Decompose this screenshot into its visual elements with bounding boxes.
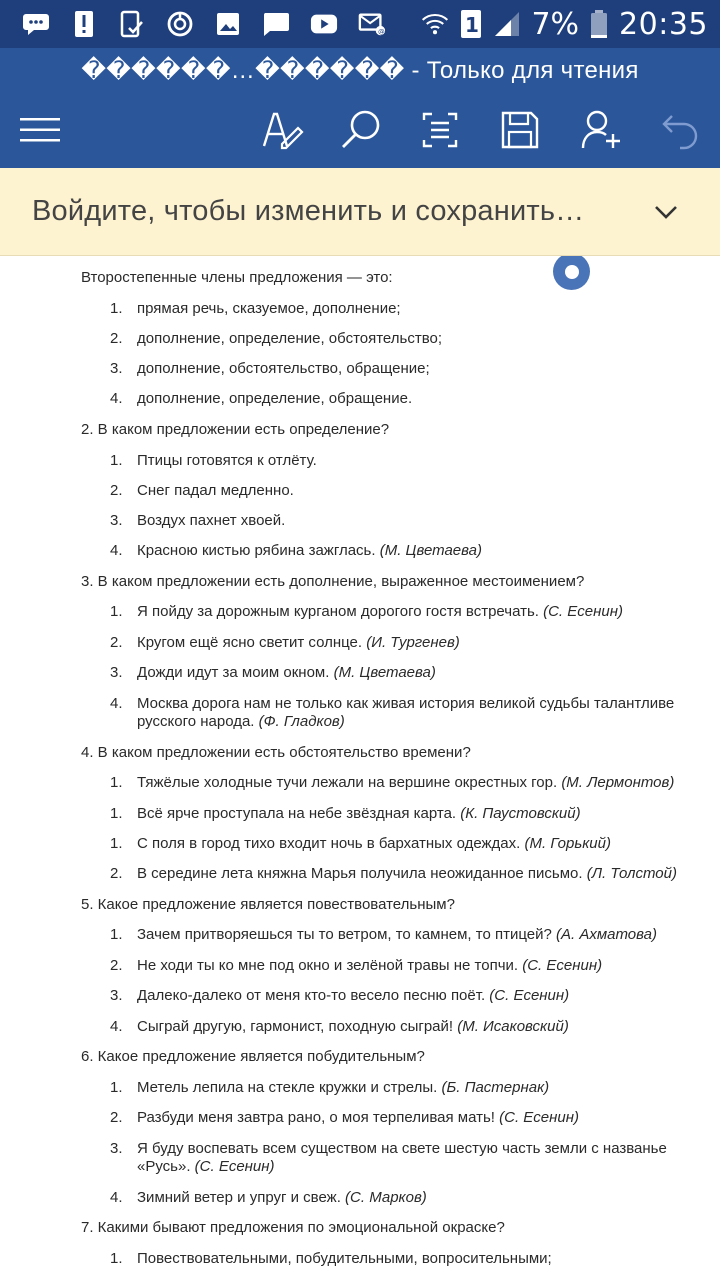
list-item: Москва дорога нам не только как живая история великой судьбы талантливе	[137, 695, 675, 712]
status-bar	[0, 0, 720, 48]
add-person-icon	[579, 108, 623, 152]
list-number: 1.	[110, 774, 123, 791]
youtube-icon	[310, 10, 338, 38]
sign-in-banner[interactable]	[0, 168, 720, 256]
question-heading: 4. В каком предложении есть обстоятельство времени?	[81, 744, 471, 761]
list-number: 2.	[110, 865, 123, 882]
list-number: 4.	[110, 1018, 123, 1035]
mail-icon	[358, 10, 386, 38]
list-item: Птицы готовятся к отлёту.	[137, 452, 317, 469]
undo-button[interactable]	[654, 106, 706, 154]
list-number: 2.	[110, 1109, 123, 1126]
list-number: 1.	[110, 926, 123, 943]
list-number: 4.	[110, 1189, 123, 1206]
list-item: Тяжёлые холодные тучи лежали на вершине окрестных гор. (М. Лермонтов)	[137, 774, 675, 791]
list-item: дополнение, определение, обращение.	[137, 390, 413, 407]
list-item: Кругом ещё ясно светит солнце. (И. Тургенев)	[137, 634, 460, 651]
list-item-continuation: русского народа. (Ф. Гладков)	[137, 713, 345, 730]
list-number: 1.	[110, 300, 123, 317]
search-button[interactable]	[335, 106, 387, 154]
list-number: 1.	[110, 603, 123, 620]
menu-button[interactable]	[14, 106, 66, 154]
chat-bubble-icon	[22, 10, 50, 38]
svg-text:@: @	[378, 27, 385, 36]
list-item: Метель лепила на стекле кружки и стрелы. (Б. Пастернак)	[137, 1079, 550, 1096]
list-number: 4.	[110, 542, 123, 559]
question-heading: 6. Какое предложение является побудительным?	[81, 1048, 425, 1065]
list-item: Снег падал медленно.	[137, 482, 294, 499]
list-number: 2.	[110, 330, 123, 347]
intro-line: Второстепенные члены предложения — это:	[81, 269, 393, 286]
search-icon	[338, 107, 384, 153]
list-item: В середине лета княжна Марья получила неожиданное письмо. (Л. Толстой)	[137, 865, 677, 882]
question-heading: 5. Какое предложение является повествовательным?	[81, 896, 455, 913]
battery-icon	[589, 10, 609, 38]
list-item: Сыграй другую, гармонист, походную сыграй! (М. Исаковский)	[137, 1018, 569, 1035]
list-item: Красною кистью рябина зажглась. (М. Цветаева)	[137, 542, 482, 559]
battery-percent: 7%	[531, 6, 580, 42]
list-item: Я пойду за дорожным курганом дорогого гостя встречать. (С. Есенин)	[137, 603, 623, 620]
reading-view-button[interactable]	[414, 106, 466, 154]
chevron-down-icon[interactable]	[652, 198, 680, 226]
question-heading: 2. В каком предложении есть определение?	[81, 421, 390, 438]
list-item: Зачем притворяешься ты то ветром, то камнем, то птицей? (А. Ахматова)	[137, 926, 657, 943]
document-title: ������…������ - Только для чтения	[81, 57, 639, 84]
share-button[interactable]	[575, 106, 627, 154]
document-body[interactable]	[0, 256, 720, 1280]
undo-icon	[660, 110, 700, 150]
list-number: 3.	[110, 512, 123, 529]
list-number: 4.	[110, 390, 123, 407]
image-icon	[214, 10, 242, 38]
list-item: Зимний ветер и упруг и свеж. (С. Марков)	[137, 1189, 427, 1206]
list-item: Не ходи ты ко мне под окно и зелёной травы не топчи. (С. Есенин)	[137, 957, 603, 974]
alert-icon	[70, 10, 98, 38]
list-number: 1.	[110, 452, 123, 469]
list-item: Воздух пахнет хвоей.	[137, 512, 286, 529]
save-floppy-icon	[500, 110, 540, 150]
message-icon	[262, 10, 290, 38]
list-item: Повествовательными, побудительными, вопросительными;	[137, 1250, 552, 1267]
list-item: Разбуди меня завтра рано, о моя терпеливая мать! (С. Есенин)	[137, 1109, 579, 1126]
task-icon	[118, 10, 146, 38]
save-button[interactable]	[494, 106, 546, 154]
sign-in-banner-text: Войдите, чтобы изменить и сохранить…	[32, 195, 585, 227]
list-number: 2.	[110, 482, 123, 499]
list-number: 3.	[110, 664, 123, 681]
list-number: 1.	[110, 805, 123, 822]
reading-view-icon	[420, 110, 460, 150]
list-item: дополнение, обстоятельство, обращение;	[137, 360, 430, 377]
list-number: 1.	[110, 1250, 123, 1267]
list-number: 4.	[110, 695, 123, 712]
list-number: 3.	[110, 987, 123, 1004]
wifi-icon	[421, 10, 449, 38]
list-number: 2.	[110, 634, 123, 651]
list-item: С поля в город тихо входит ночь в бархатных одеждах. (М. Горький)	[137, 835, 611, 852]
list-item: Всё ярче проступала на небе звёздная карта. (К. Паустовский)	[137, 805, 581, 822]
list-item: дополнение, определение, обстоятельство;	[137, 330, 443, 347]
list-item: прямая речь, сказуемое, дополнение;	[137, 300, 401, 317]
list-number: 2.	[110, 957, 123, 974]
clock-time: 20:35	[619, 6, 708, 42]
signal-icon	[493, 10, 521, 38]
hamburger-icon	[18, 115, 62, 145]
list-number: 1.	[110, 835, 123, 852]
draw-button[interactable]	[256, 106, 308, 154]
list-item: Я буду воспевать всем существом на свете шестую часть земли с названье	[137, 1140, 667, 1157]
list-item: Далеко-далеко от меня кто-то весело песню поёт. (С. Есенин)	[137, 987, 570, 1004]
sync-icon	[166, 10, 194, 38]
sim-card-icon	[459, 10, 483, 38]
list-number: 1.	[110, 1079, 123, 1096]
list-number: 3.	[110, 1140, 123, 1157]
list-item: Дожди идут за моим окном. (М. Цветаева)	[137, 664, 436, 681]
list-number: 3.	[110, 360, 123, 377]
question-heading: 7. Какими бывают предложения по эмоциональной окраске?	[81, 1219, 505, 1236]
list-item-continuation: «Русь». (С. Есенин)	[137, 1158, 275, 1175]
question-heading: 3. В каком предложении есть дополнение, выраженное местоимением?	[81, 573, 585, 590]
svg-text:1: 1	[465, 13, 480, 37]
title-bar	[0, 48, 720, 168]
selection-handle[interactable]	[553, 256, 590, 290]
draw-pen-icon	[260, 108, 304, 152]
